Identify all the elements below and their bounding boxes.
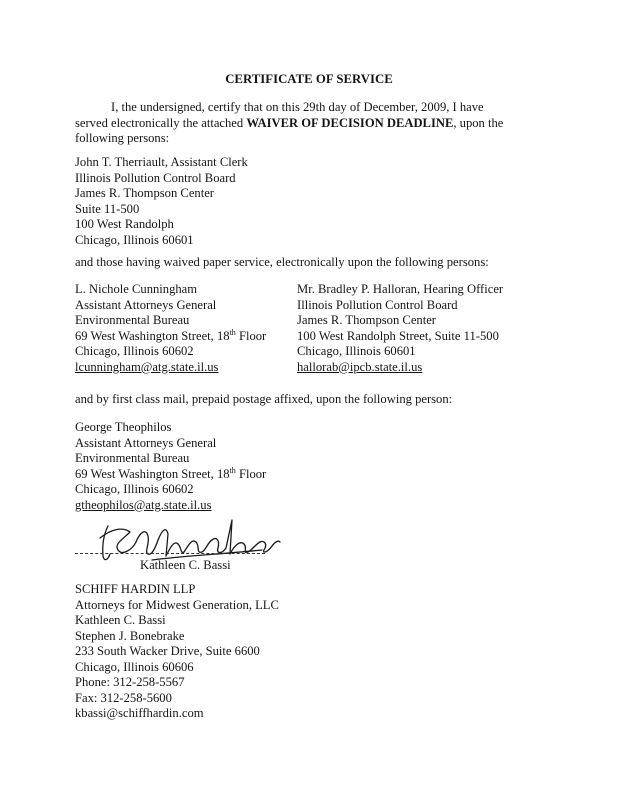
intro-text-post: , upon the following persons: — [75, 115, 504, 145]
firm-line: SCHIFF HARDIN LLP — [75, 582, 196, 596]
first-class-mail-text: and by first class mail, prepaid postage affixed, upon the following person: — [75, 392, 453, 406]
firm-line: Stephen J. Bonebrake — [75, 628, 185, 643]
mail-recipient-line: Environmental Bureau — [75, 451, 190, 465]
document-title: CERTIFICATE OF SERVICE — [225, 72, 393, 86]
mail-recipient-email-link[interactable]: gtheophilos@atg.state.il.us — [75, 497, 212, 512]
recipient-left-city: Chicago, Illinois 60602 — [75, 344, 194, 358]
firm-line: 233 South Wacker Drive, Suite 6600 — [75, 644, 260, 658]
street-floor: Floor — [235, 466, 267, 481]
recipient-right-block — [297, 282, 503, 375]
recipient-right-line: James R. Thompson Center — [297, 313, 436, 327]
mail-recipient-street — [75, 467, 266, 483]
clerk-address-line: 100 West Randolph — [75, 217, 174, 231]
mail-recipient-city: Chicago, Illinois 60602 — [75, 482, 194, 496]
clerk-address-line: Illinois Pollution Control Board — [75, 170, 236, 185]
waived-service-text: and those having waived paper service, electronically upon the following persons: — [75, 255, 489, 269]
recipient-right-line: Chicago, Illinois 60601 — [297, 344, 416, 358]
clerk-address-line: Suite 11-500 — [75, 201, 140, 216]
recipient-left-block — [75, 282, 266, 375]
firm-email[interactable]: kbassi@schiffhardin.com — [75, 706, 204, 720]
clerk-address-line: Chicago, Illinois 60601 — [75, 232, 194, 247]
firm-address-block — [75, 582, 279, 722]
mail-recipient-line: George Theophilos — [75, 420, 172, 434]
ordinal-suffix: th — [229, 465, 236, 475]
recipient-left-line: Assistant Attorneys General — [75, 297, 217, 312]
firm-fax: Fax: 312-258-5600 — [75, 690, 172, 705]
clerk-address-block — [75, 155, 248, 248]
recipient-left-email-link[interactable]: lcunningham@atg.state.il.us — [75, 359, 219, 374]
firm-line: Chicago, Illinois 60606 — [75, 659, 194, 674]
intro-document-name: WAIVER OF DECISION DEADLINE — [246, 115, 454, 130]
street-text: 69 West Washington Street, 18 — [75, 466, 230, 481]
street-text: 69 West Washington Street, 18 — [75, 328, 230, 343]
signatory-name: Kathleen C. Bassi — [140, 558, 231, 572]
firm-line: Kathleen C. Bassi — [75, 613, 166, 627]
mail-recipient-block — [75, 420, 266, 513]
recipient-left-street — [75, 329, 266, 345]
recipient-left-line: Environmental Bureau — [75, 313, 190, 327]
firm-phone: Phone: 312-258-5567 — [75, 675, 185, 689]
recipient-right-email-link[interactable]: hallorab@ipcb.state.il.us — [297, 359, 423, 374]
signature-line — [75, 553, 265, 554]
clerk-address-line: James R. Thompson Center — [75, 186, 214, 200]
street-floor: Floor — [235, 328, 267, 343]
mail-recipient-line: Assistant Attorneys General — [75, 435, 217, 450]
ordinal-suffix: th — [229, 327, 236, 337]
intro-paragraph — [75, 100, 515, 147]
recipient-right-line: 100 West Randolph Street, Suite 11-500 — [297, 328, 499, 343]
recipient-left-line: L. Nichole Cunningham — [75, 282, 198, 296]
recipient-right-line: Illinois Pollution Control Board — [297, 297, 458, 312]
clerk-address-line: John T. Therriault, Assistant Clerk — [75, 155, 248, 169]
recipient-right-line: Mr. Bradley P. Halloran, Hearing Officer — [297, 282, 504, 296]
firm-line: Attorneys for Midwest Generation, LLC — [75, 597, 279, 612]
intro-text-pre: I, the undersigned, certify that on this 29th day of December, 2009, I have served electronically the attached — [75, 100, 484, 130]
